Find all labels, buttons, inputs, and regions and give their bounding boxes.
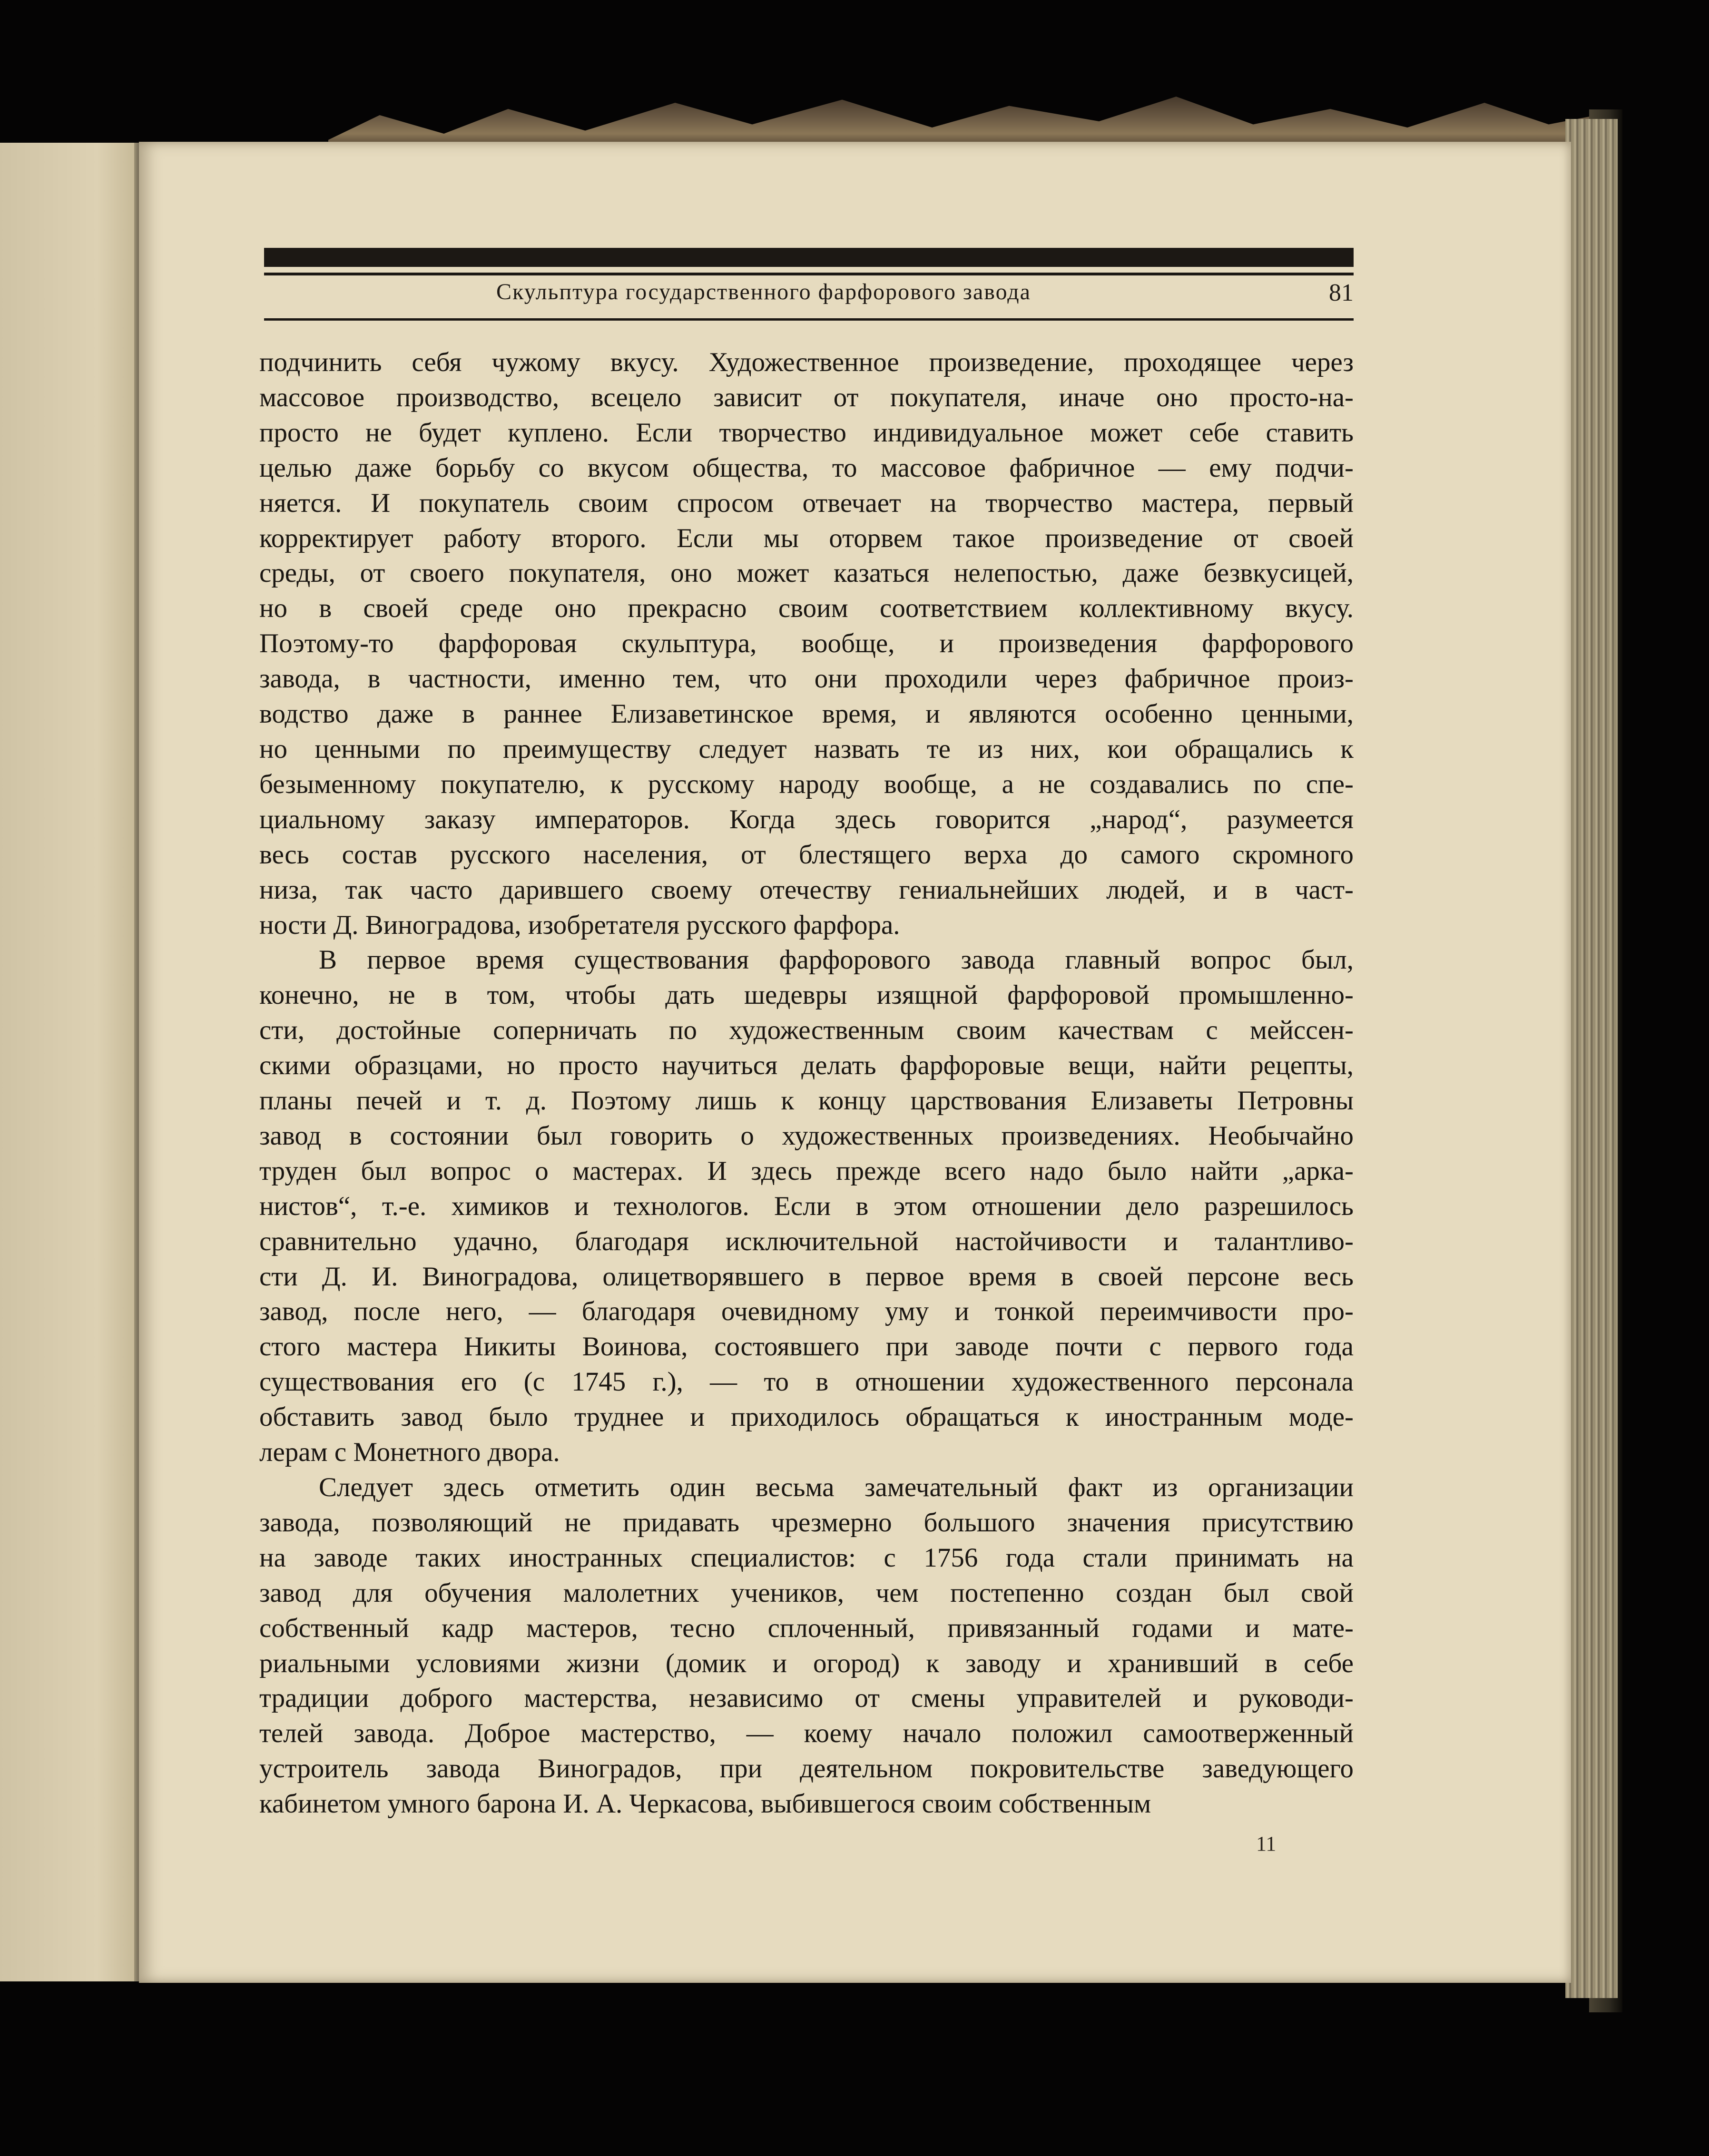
header-rule-thin — [264, 273, 1354, 275]
text-line: среды, от своего покупателя, оно может казаться нелепостью, даже безвкусицей, — [259, 558, 1354, 588]
page-number: 81 — [1329, 279, 1354, 306]
header-rule-thick — [264, 248, 1354, 267]
text-line: массовое производство, всецело зависит от покупателя, иначе оно просто-на- — [259, 382, 1354, 412]
text-line: ности Д. Виноградова, изобретателя русского фарфора. — [259, 910, 900, 940]
text-line: завода, в частности, именно тем, что они проходили через фабричное произ- — [259, 664, 1354, 694]
text-line: циальному заказу императоров. Когда здесь говорится „народ“, разумеется — [259, 804, 1354, 834]
text-line: существования его (с 1745 г.), — то в отношении художественного персонала — [259, 1367, 1354, 1397]
text-line: на заводе таких иностранных специалистов: с 1756 года стали принимать на — [259, 1542, 1354, 1573]
text-line: весь состав русского населения, от блестящего верха до самого скромного — [259, 839, 1354, 870]
text-line: завод, после него, — благодаря очевидному уму и тонкой переимчивости про- — [259, 1296, 1354, 1327]
text-line: кабинетом умного барона И. А. Черкасова, выбившегося своим собственным — [259, 1789, 1151, 1819]
text-line: риальными условиями жизни (домик и огород) к заводу и хранивший в себе — [259, 1648, 1354, 1678]
text-line: нистов“, т.-е. химиков и технологов. Если в этом отношении дело разрешилось — [259, 1191, 1354, 1221]
text-line: водство даже в раннее Елизаветинское время, и являются особенно ценными, — [259, 699, 1354, 729]
text-line: обставить завод было труднее и приходилось обращаться к иностранным моде- — [259, 1402, 1354, 1432]
facing-page — [0, 143, 139, 1981]
text-line: сравнительно удачно, благодаря исключительной настойчивости и талантливо- — [259, 1226, 1354, 1256]
text-line: сти, достойные соперничать по художественным своим качествам с мейссен- — [259, 1015, 1354, 1046]
text-line: безыменному покупателю, к русскому народу вообще, а не создавались по спе- — [259, 769, 1354, 799]
text-line: завод для обучения малолетних учеников, чем постепенно создан был свой — [259, 1578, 1354, 1608]
text-line: низа, так часто дарившего своему отечеству гениальнейших людей, и в част- — [259, 874, 1354, 905]
text-line: стого мастера Никиты Воинова, состоявшего при заводе почти с первого года — [259, 1332, 1354, 1362]
text-line: труден был вопрос о мастерах. И здесь прежде всего надо было найти „арка- — [259, 1156, 1354, 1186]
printer-signature-mark: 11 — [1256, 1832, 1277, 1855]
running-header — [264, 276, 1354, 319]
text-line: телей завода. Доброе мастерство, — коему начало положил самоотверженный — [259, 1718, 1354, 1749]
header-rule-under — [264, 318, 1354, 321]
text-line: конечно, не в том, чтобы дать шедевры изящной фарфоровой промышленно- — [259, 980, 1354, 1010]
page-stack-edges — [1565, 119, 1618, 1998]
running-title: Скульптура государственного фарфорового завода — [496, 279, 1031, 304]
text-line: но в своей среде оно прекрасно своим соответствием коллективному вкусу. — [259, 593, 1354, 624]
text-line: планы печей и т. д. Поэтому лишь к концу царствования Елизаветы Петровны — [259, 1086, 1354, 1116]
text-line: В первое время существования фарфорового завода главный вопрос был, — [319, 945, 1354, 975]
text-line: просто не будет куплено. Если творчество индивидуальное может себе ставить — [259, 417, 1354, 448]
text-line: целью даже борьбу со вкусом общества, то массовое фабричное — ему подчи- — [259, 452, 1354, 483]
text-line: но ценными по преимуществу следует назвать те из них, кои обращались к — [259, 734, 1354, 764]
text-line: сти Д. И. Виноградова, олицетворявшего в первое время в своей персоне весь — [259, 1261, 1354, 1292]
text-line: корректирует работу второго. Если мы оторвем такое произведение от своей — [259, 523, 1354, 553]
text-line: Следует здесь отметить один весьма замечательный факт из организации — [319, 1472, 1354, 1502]
text-line: лерам с Монетного двора. — [259, 1437, 560, 1468]
text-line: скими образцами, но просто научиться делать фарфоровые вещи, найти рецепты, — [259, 1050, 1354, 1081]
body-text — [259, 345, 1354, 1822]
text-line: подчинить себя чужому вкусу. Художественное произведение, проходящее через — [259, 347, 1354, 377]
text-line: устроитель завода Виноградов, при деятельном покровительстве заведующего — [259, 1754, 1354, 1784]
text-line: няется. И покупатель своим спросом отвечает на творчество мастера, первый — [259, 488, 1354, 518]
text-line: завода, позволяющий не придавать чрезмерно большого значения присутствию — [259, 1507, 1354, 1538]
text-line: Поэтому-то фарфоровая скульптура, вообще, и произведения фарфорового — [259, 628, 1354, 659]
text-line: завод в состоянии был говорить о художественных произведениях. Необычайно — [259, 1120, 1354, 1151]
text-line: собственный кадр мастеров, тесно сплоченный, привязанный годами и мате- — [259, 1613, 1354, 1643]
text-line: традиции доброго мастерства, независимо от смены управителей и руководи- — [259, 1683, 1354, 1714]
